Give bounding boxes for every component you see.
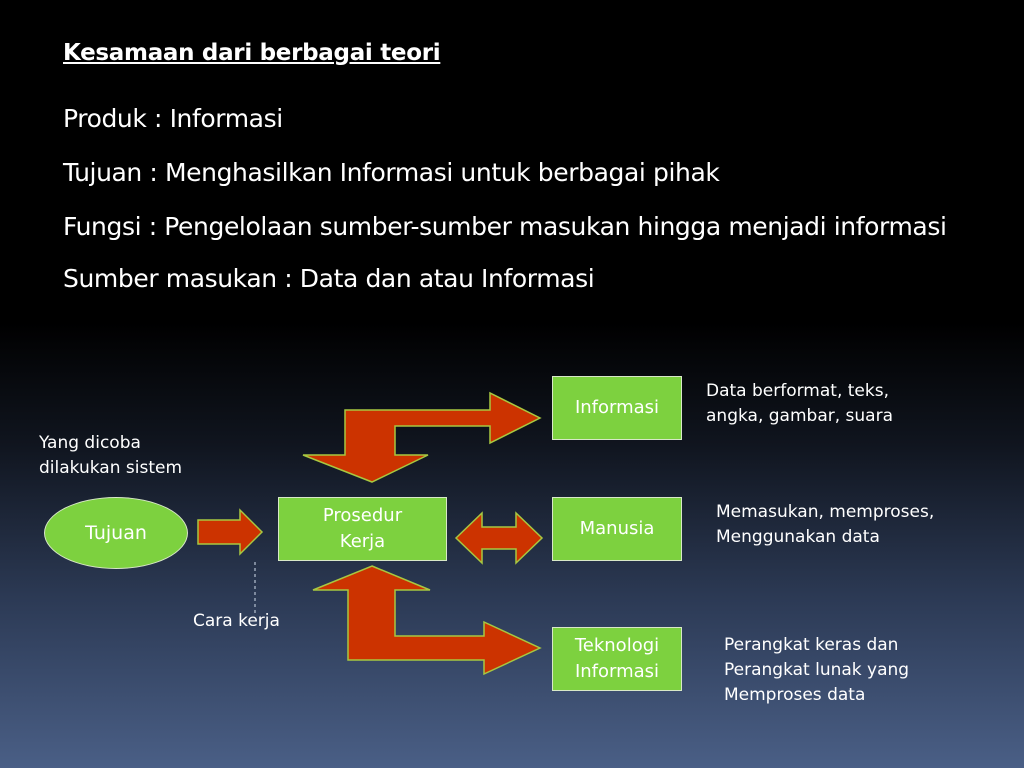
note-cara-kerja: Cara kerja (193, 611, 280, 631)
node-tujuan: Tujuan (44, 497, 188, 569)
note-teknologi-desc: Perangkat keras dan Perangkat lunak yang Memproses data (724, 635, 910, 705)
node-manusia: Manusia (552, 497, 682, 561)
arrow-tujuan-to-prosedur (198, 510, 262, 554)
note-manusia-desc: Memasukan, memproses, Menggunakan data (716, 502, 935, 547)
arrow-informasi-branch (303, 393, 540, 482)
node-informasi: Informasi (552, 376, 682, 440)
node-teknologi-informasi: Teknologi Informasi (552, 627, 682, 691)
arrow-prosedur-manusia (456, 513, 542, 563)
note-yang-dicoba: Yang dicoba dilakukan sistem (39, 433, 183, 478)
bullet-produk: Produk : Informasi (63, 104, 283, 133)
bullet-tujuan: Tujuan : Menghasilkan Informasi untuk berbagai pihak (63, 158, 720, 187)
bullet-sumber-masukan: Sumber masukan : Data dan atau Informasi (63, 264, 595, 293)
node-prosedur-kerja: Prosedur Kerja (278, 497, 447, 561)
arrow-teknologi-branch (313, 566, 540, 674)
slide-title: Kesamaan dari berbagai teori (63, 40, 441, 66)
bullet-fungsi: Fungsi : Pengelolaan sumber-sumber masukan hingga menjadi informasi (63, 212, 947, 241)
note-informasi-desc: Data berformat, teks, angka, gambar, suara (706, 381, 893, 426)
